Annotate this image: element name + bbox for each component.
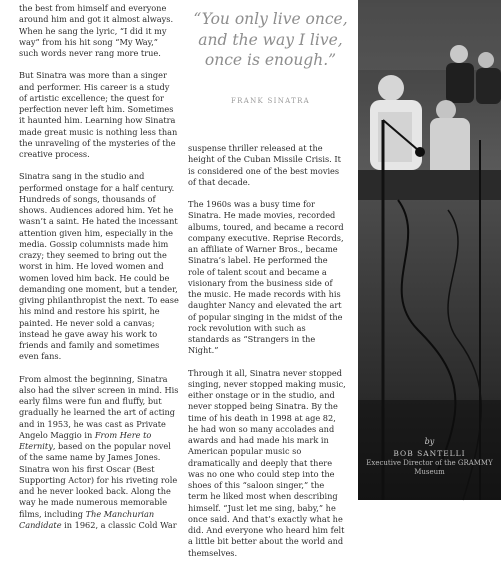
paragraph-4-text-a: From almost the beginning, Sinatra also had the silver screen in mind. His early films were fun and fluffy, but gradually he learned the art of acting and in 1953, he was cast as Private Angelo Maggio in: [19, 373, 179, 440]
author-name: BOB SANTELLI: [393, 449, 466, 458]
paragraph-3: Sinatra sang in the studio and performed onstage for a half century. Hundreds of songs, thousands of shows. Audiences adored him. Yet he wasn’t a saint. He hated the incessant attention given him, especially in the media. Gossip columnists made him crazy; they seemed to bring out the worst in him. He loved women and women loved him back. He could be demanding one moment, but a tender, giving philanthropist the next. To ease his mind and restore his spirit, he painted. He never sold a canvas; instead he gave away his work to friends and family and sometimes even fans.: [19, 171, 179, 362]
author-credit: [362, 437, 497, 477]
paragraph-6: The 1960s was a busy time for Sinatra. He made movies, recorded albums, toured, and became a record company executive. Reprise Records, an affiliate of Warner Bros., became Sinatra’s label. He performed the role of talent scout and became a visionary from the business side of the music. He made records with his daughter Nancy and elevated the art of popular singing in the midst of the rock revolution with such as standards as “Strangers in the Night.”: [188, 199, 344, 356]
paragraph-4: [19, 374, 179, 532]
quote-attribution: FRANK SINATRA: [230, 97, 310, 105]
paragraph-4-text-c: in 1962, a classic Cold War: [61, 519, 177, 530]
pull-quote: “You only live once, and the way I live, once is enough.”: [193, 10, 348, 69]
author-role: Executive Director of the GRAMMY Museum: [366, 459, 493, 476]
paragraph-4-text-b: , based on the popular novel of the same name by James Jones. Sinatra won his first Oscar (Best Supporting Actor) for his riveting role and he never looked back. Along the way he made numerous memorable films, including: [19, 441, 178, 519]
body-column-left: [19, 3, 179, 542]
film-title-from-here-to-eternity: From Here to Eternity: [19, 429, 152, 451]
paragraph-1: the best from himself and everyone around him and got it almost always. When he sang the lyric, “I did it my way” from his hit song “My Way,” such words never rang more true.: [19, 3, 174, 58]
paragraph-2: But Sinatra was more than a singer and performer. His career is a study of artistic excellence; the quest for perfection never left him. Sometimes it haunted him. Learning how Sinatra made great music is nothing less than the unraveling of the mysteries of the creative process.: [19, 70, 178, 159]
film-title-manchurian-candidate: The Manchurian Candidate: [19, 508, 155, 530]
studio-photo-illustration: [358, 0, 501, 500]
paragraph-7: Through it all, Sinatra never stopped singing, never stopped making music, either onstage or in the studio, and never stopped being Sinatra. By the time of his death in 1998 at age 82, he had won so many accolades and awards and had made his mark in American popular music so dramatically and deeply that there was no one who could step into the shoes of this “saloon singer,” the term he liked most when describing himself. “Just let me sing, baby,” he once said. And that’s exactly what he did. And everyone who heard him felt a little bit better about the world and themselves.: [188, 367, 346, 558]
recording-studio-photo: [358, 0, 501, 500]
paragraph-5: suspense thriller released at the height of the Cuban Missile Crisis. It is considered one of the best movies of that decade.: [188, 143, 341, 187]
credit-by: by: [424, 437, 435, 446]
body-column-right: [188, 143, 346, 570]
